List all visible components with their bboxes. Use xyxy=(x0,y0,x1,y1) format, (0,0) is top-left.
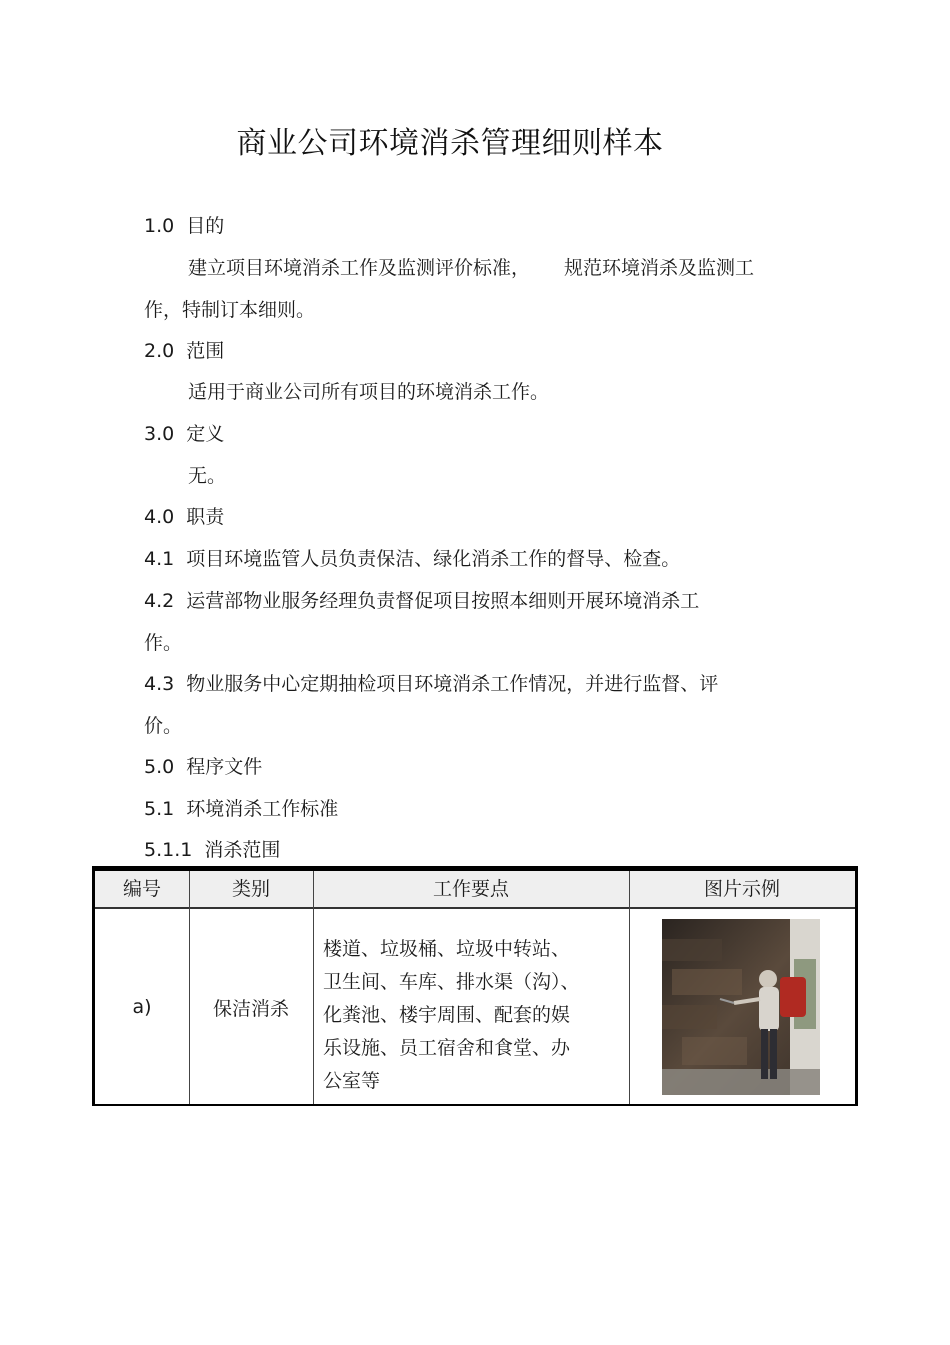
section-4-1 xyxy=(144,547,680,571)
section-5-1-heading xyxy=(144,797,338,821)
table-row-category: 保洁消杀 xyxy=(212,997,289,1020)
body-text: 规范环境消杀及监测工 xyxy=(564,257,755,279)
header-id: 编号 xyxy=(122,878,161,900)
section-4-2-line2: 作。 xyxy=(144,632,183,654)
column-divider xyxy=(313,871,314,1106)
column-divider xyxy=(629,871,630,1106)
disinfection-scope-table xyxy=(92,866,858,1106)
key-point-line: 乐设施、员工宿舍和食堂、办 xyxy=(323,1037,571,1059)
section-number: 4.0 xyxy=(144,506,175,528)
section-title: 消杀范围 xyxy=(204,839,281,861)
body-text: 项目环境监管人员负责保洁、绿化消杀工作的督导、检查。 xyxy=(186,548,681,570)
body-text: 物业服务中心定期抽检项目环境消杀工作情况，并进行监督、评 xyxy=(186,673,719,695)
section-5-heading xyxy=(144,755,262,779)
section-3-heading xyxy=(144,422,224,446)
section-number: 5.1.1 xyxy=(144,839,193,861)
header-key-points: 工作要点 xyxy=(432,878,509,900)
section-4-heading xyxy=(144,505,224,529)
section-title: 范围 xyxy=(186,340,225,362)
section-number: 4.1 xyxy=(144,548,175,570)
body-text: 建立项目环境消杀工作及监测评价标准， xyxy=(188,257,531,279)
section-number: 3.0 xyxy=(144,423,175,445)
table-bottom-border xyxy=(95,1104,855,1106)
key-point-line: 公室等 xyxy=(323,1070,381,1092)
section-4-3-line1 xyxy=(144,672,718,696)
body-text: 运营部物业服务经理负责督促项目按照本细则开展环境消杀工 xyxy=(186,590,700,612)
section-1-body-line2: 作，特制订本细则。 xyxy=(144,299,316,321)
section-1-heading xyxy=(144,214,224,238)
section-title: 程序文件 xyxy=(186,756,263,778)
document-title: 商业公司环境消杀管理细则样本 xyxy=(236,126,664,161)
key-point-line: 卫生间、车库、排水渠（沟）、 xyxy=(323,971,580,993)
section-number: 5.1 xyxy=(144,798,175,820)
section-2-body: 适用于商业公司所有项目的环境消杀工作。 xyxy=(188,381,550,403)
key-point-line: 楼道、垃圾桶、垃圾中转站、 xyxy=(323,938,571,960)
disinfection-photo-illustration xyxy=(662,919,820,1095)
table-row-key-points xyxy=(323,933,623,1098)
section-title: 定义 xyxy=(186,423,225,445)
section-4-3-line2: 价。 xyxy=(144,715,183,737)
section-number: 5.0 xyxy=(144,756,175,778)
section-5-1-1-heading xyxy=(144,838,280,862)
table-header xyxy=(95,871,855,909)
section-number: 2.0 xyxy=(144,340,175,362)
header-image-example: 图片示例 xyxy=(703,878,780,900)
section-number: 1.0 xyxy=(144,215,175,237)
key-point-line: 化粪池、楼宇周围、配套的娱 xyxy=(323,1004,571,1026)
disinfection-photo xyxy=(662,919,820,1095)
section-3-body: 无。 xyxy=(188,465,227,487)
header-category: 类别 xyxy=(231,878,270,900)
section-2-heading xyxy=(144,339,224,363)
section-number: 4.3 xyxy=(144,673,175,695)
section-4-2-line1 xyxy=(144,589,699,613)
table-row-id: a) xyxy=(132,996,152,1018)
section-title: 职责 xyxy=(186,506,225,528)
section-1-body-line1 xyxy=(188,256,754,280)
section-title: 目的 xyxy=(186,215,225,237)
section-number: 4.2 xyxy=(144,590,175,612)
section-title: 环境消杀工作标准 xyxy=(186,798,339,820)
